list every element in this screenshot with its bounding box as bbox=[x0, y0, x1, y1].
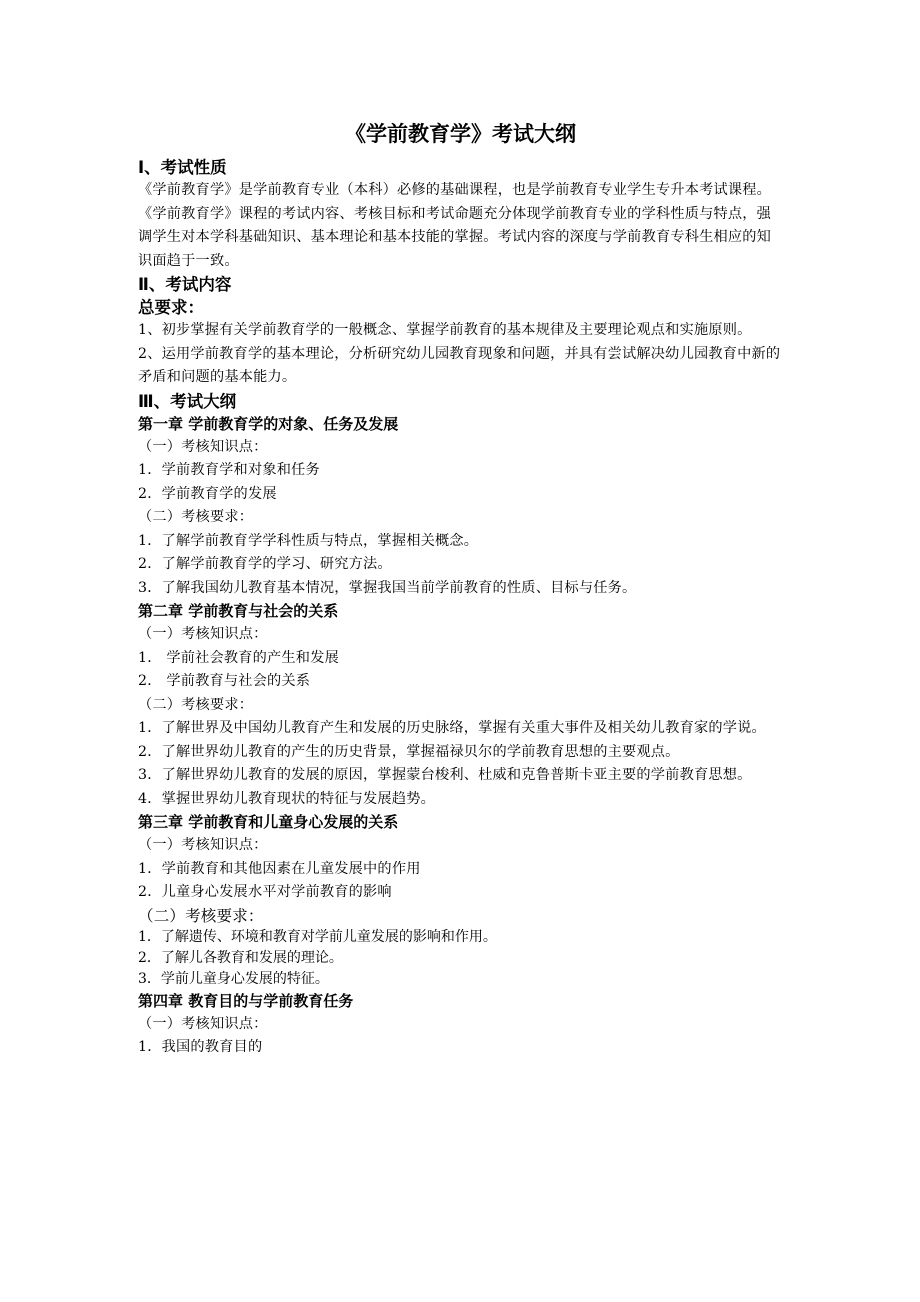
chapter-3-requirement-heading: （二）考核要求： bbox=[138, 906, 264, 925]
chapter-2-requirement-2: 2．了解世界幼儿教育的产生的历史背景，掌握福禄贝尔的学前教育思想的主要观点。 bbox=[138, 743, 680, 760]
chapter-2-knowledge-heading: （一）考核知识点： bbox=[138, 626, 268, 642]
chapter-2-requirement-heading: （二）考核要求： bbox=[138, 696, 254, 713]
chapter-1-requirement-2: 2．了解学前教育学的学习、研究方法。 bbox=[138, 556, 392, 572]
chapter-3-knowledge-1: 1．学前教育和其他因素在儿童发展中的作用 bbox=[138, 860, 421, 877]
chapter-3-title: 第三章 学前教育和儿童身心发展的关系 bbox=[138, 813, 399, 831]
section-2-item-2: 2、运用学前教育学的基本理论，分析研究幼儿园教育现象和问题，并具有尝试解决幼儿园教育中新的矛盾和问题的基本能力。 bbox=[138, 345, 781, 385]
chapter-2-requirement-4: 4．掌握世界幼儿教育现状的特征与发展趋势。 bbox=[138, 790, 435, 807]
chapter-2-requirement-1: 1．了解世界及中国幼儿教育产生和发展的历史脉络，掌握有关重大事件及相关幼儿教育家的学说。 bbox=[138, 720, 766, 736]
section-2-heading: Ⅱ、考试内容 bbox=[138, 275, 232, 294]
chapter-3-knowledge-2: 2．儿童身心发展水平对学前教育的影响 bbox=[138, 884, 392, 900]
chapter-1-knowledge-2: 2．学前教育学的发展 bbox=[138, 485, 277, 502]
chapter-1-knowledge-heading: （一）考核知识点： bbox=[138, 438, 268, 455]
chapter-1-requirement-heading: （二）考核要求： bbox=[138, 509, 254, 525]
chapter-1-requirement-3: 3．了解我国幼儿教育基本情况，掌握我国当前学前教育的性质、目标与任务。 bbox=[138, 579, 637, 596]
chapter-4-knowledge-heading: （一）考核知识点： bbox=[138, 1015, 268, 1032]
document-page bbox=[138, 120, 783, 1060]
chapter-3-requirement-3: 3．学前儿童身心发展的特征。 bbox=[138, 970, 329, 987]
chapter-1-title: 第一章 学前教育学的对象、任务及发展 bbox=[138, 414, 399, 433]
chapter-3-knowledge-heading: （一）考核知识点： bbox=[138, 837, 268, 853]
chapter-2-requirement-3: 3．了解世界幼儿教育的发展的原因，掌握蒙台梭利、杜威和克鲁普斯卡亚主要的学前教育思想。 bbox=[138, 767, 752, 783]
section-1-paragraph-2: 《学前教育学》课程的考试内容、考核目标和考试命题充分体现学前教育专业的学科性质与特点，强调学生对本学科基础知识、基本理论和基本技能的掌握。考试内容的深度与学前教育专科生相应的知识面趋于一致。 bbox=[138, 205, 772, 269]
chapter-2-title: 第二章 学前教育与社会的关系 bbox=[138, 602, 339, 620]
section-1-heading: Ⅰ、考试性质 bbox=[138, 158, 227, 177]
chapter-4-title: 第四章 教育目的与学前教育任务 bbox=[138, 991, 354, 1010]
section-2-subheading: 总要求： bbox=[138, 298, 204, 317]
chapter-4-knowledge-1: 1．我国的教育目的 bbox=[138, 1039, 263, 1055]
section-1-paragraph-1: 《学前教育学》是学前教育专业（本科）必修的基础课程，也是学前教育专业学生专升本考试课程。 bbox=[138, 182, 772, 198]
chapter-2-knowledge-1: 1． 学前社会教育的产生和发展 bbox=[138, 649, 339, 666]
section-2-item-1: 1、初步掌握有关学前教育学的一般概念、掌握学前教育的基本规律及主要理论观点和实施原则。 bbox=[138, 322, 752, 338]
section-3-heading: Ⅲ、考试大纲 bbox=[138, 391, 237, 411]
chapter-1-knowledge-1: 1．学前教育学和对象和任务 bbox=[138, 462, 320, 478]
chapter-3-requirement-1: 1．了解遗传、环境和教育对学前儿童发展的影响和作用。 bbox=[138, 928, 497, 945]
document-title: 《学前教育学》考试大纲 bbox=[345, 122, 576, 146]
chapter-3-requirement-2: 2．了解儿各教育和发展的理论。 bbox=[138, 949, 343, 966]
chapter-2-knowledge-2: 2． 学前教育与社会的关系 bbox=[138, 673, 311, 689]
chapter-1-requirement-1: 1．了解学前教育学学科性质与特点，掌握相关概念。 bbox=[138, 532, 479, 549]
